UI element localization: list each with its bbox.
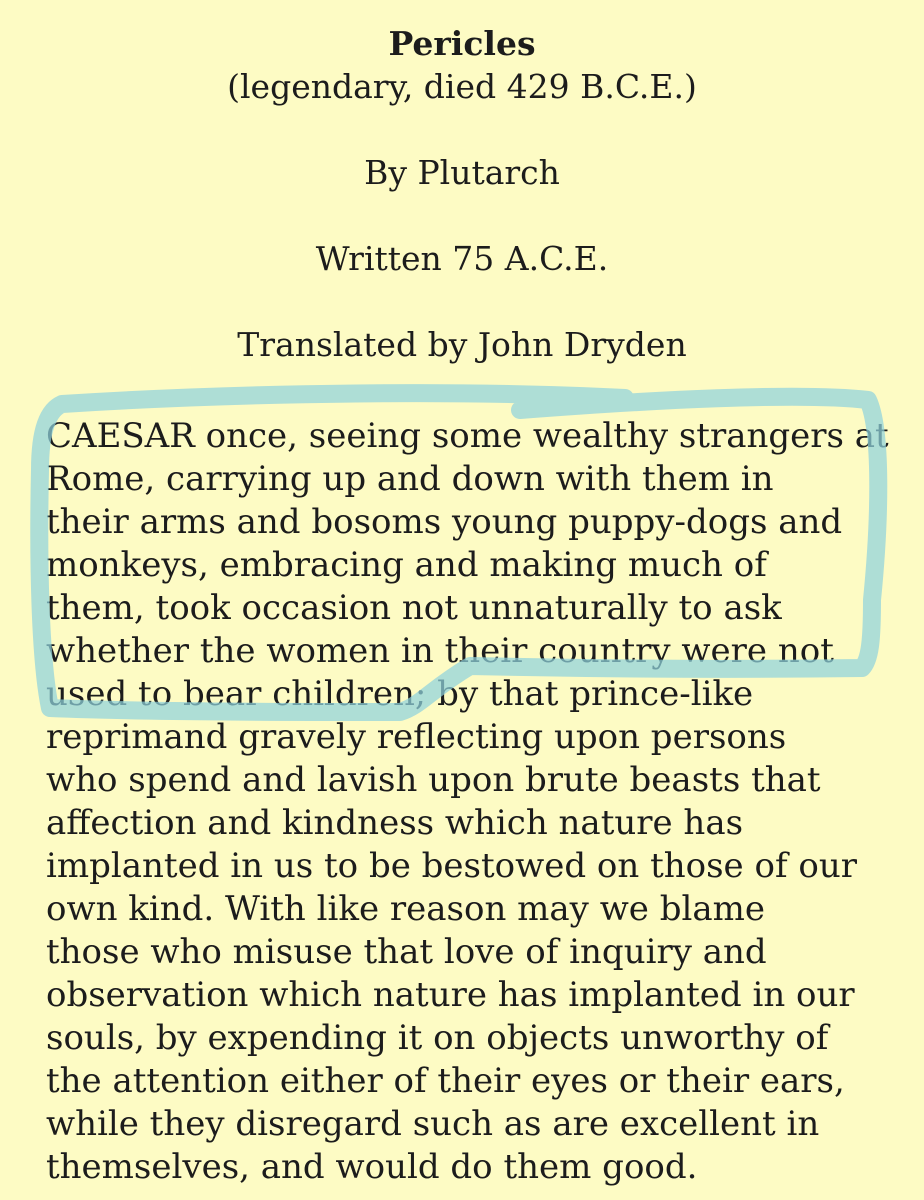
body-line: observation which nature has implanted in our xyxy=(46,975,855,1015)
body-line: own kind. With like reason may we blame xyxy=(46,889,765,929)
body-line: while they disregard such as are excellent in xyxy=(46,1104,820,1144)
body-line: whether the women in their country were not xyxy=(46,631,834,671)
author-line: By Plutarch xyxy=(364,153,560,192)
body-line: used to bear children; by that prince-like xyxy=(46,674,754,714)
body-line: who spend and lavish upon brute beasts that xyxy=(46,760,821,800)
document-subtitle: (legendary, died 429 B.C.E.) xyxy=(227,67,697,106)
body-line: souls, by expending it on objects unworthy of xyxy=(46,1018,829,1058)
translator-line: Translated by John Dryden xyxy=(237,325,687,364)
written-line: Written 75 A.C.E. xyxy=(315,239,609,278)
body-line: them, took occasion not unnaturally to ask xyxy=(46,588,782,628)
body-line: affection and kindness which nature has xyxy=(46,803,744,843)
body-line: reprimand gravely reflecting upon persons xyxy=(46,717,787,757)
document-title: Pericles xyxy=(388,24,536,63)
body-line: those who misuse that love of inquiry and xyxy=(46,932,767,972)
body-line: monkeys, embracing and making much of xyxy=(46,545,767,585)
body-line: themselves, and would do them good. xyxy=(46,1147,698,1187)
body-line: the attention either of their eyes or their ears, xyxy=(46,1061,845,1101)
document-header xyxy=(0,22,924,366)
body-line: CAESAR once, seeing some wealthy strangers at xyxy=(46,416,889,456)
body-line: their arms and bosoms young puppy-dogs and xyxy=(46,502,843,542)
body-line: Rome, carrying up and down with them in xyxy=(46,459,774,499)
body-line: implanted in us to be bestowed on those of our xyxy=(46,846,857,886)
document-body xyxy=(46,415,896,1189)
